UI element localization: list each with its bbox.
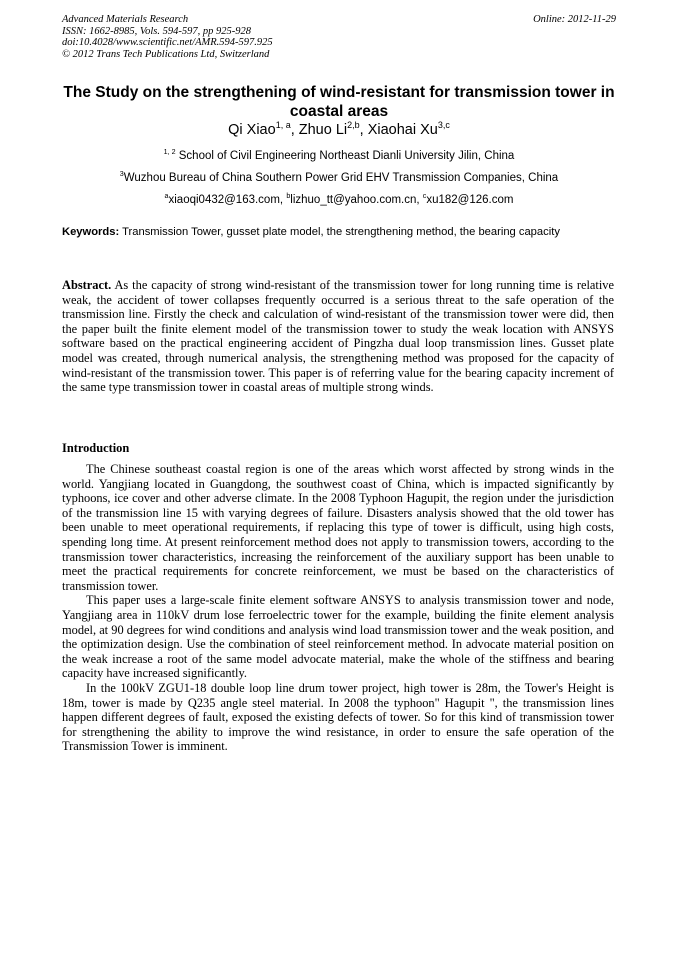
author-list [0,121,678,139]
keywords-text: Transmission Tower, gusset plate model, the strengthening method, the bearing capacity [119,226,560,238]
doi-line: doi:10.4028/www.scientific.net/AMR.594-597.925 [62,37,273,48]
introduction-paragraph: The Chinese southeast coastal region is one of the areas which worst affected by strong winds in the world. Yangjiang located in Guangdong, the southwest coast of China, which is impacted significantly by typhoons, ice cover and other adverse climate. In the 2008 Typhoon Hagupit, the region under the jurisdiction of the transmission line 15 with varying degrees of failure. Disasters analysis showed that the old tower has been unable to meet operational requirements, if replacing this type of tower is difficult, using high costs, spending long time. At present reinforcement method does not apply to transmission towers, according to the transmission tower characteristics, increasing the reinforcement of the auxiliary support has been unable to meet the practical requirements for concrete reinforcement, we must be based on the characteristics of transmission tower. [62,462,614,593]
author-superscript: 1, a [275,120,291,131]
author-name: Zhuo Li [298,122,348,138]
issn-line: ISSN: 1662-8985, Vols. 594-597, pp 925-928 [62,25,251,37]
introduction-heading: Introduction [62,441,130,455]
affiliation-1 [0,149,678,163]
email-text: lizhuo_tt@yahoo.com.cn, [290,194,423,206]
email-text: xiaoqi0432@163.com, [168,194,287,206]
affiliation-text: School of Civil Engineering Northeast Dianli University Jilin, China [175,150,515,162]
affiliation-superscript: 1, 2 [163,148,176,157]
abstract-text: As the capacity of strong wind-resistant of the transmission tower for long running time is relative weak, the accident of tower collapses frequently occurred is a serious threat to the safe operation of the transmission line. Firstly the check and calculation of wind-resistant of the transmission tower were did, then the paper built the finite element model of the transmission tower to study the weak location with ANSYS software based on the practical engineering accident of Pingzha dual loop transmission lines. Gusset plate model was created, through numerical analysis, the strengthening method was proposed for the capacity of wind-resistant of the transmission tower. This paper is of referring value for the bearing capacity increment of the same type transmission tower in coastal areas of multiple strong winds. [62,278,614,395]
online-date: Online: 2012-11-29 [533,14,616,25]
email-superscript: a [164,192,169,201]
keywords-label: Keywords: [62,226,120,238]
introduction-body [62,462,614,754]
author-name: Xiaohai Xu [367,122,438,138]
email-line [0,193,678,207]
author-superscript: 3,c [437,120,450,131]
abstract-label: Abstract. [62,278,112,292]
introduction-paragraph: In the 100kV ZGU1-18 double loop line drum tower project, high tower is 28m, the Tower's Height is 18m, tower is made by Q235 angle steel material. In 2008 the typhoon" Hagupit ", the transmission lines happen different degrees of fault, exposed the existing defects of tower. So for this kind of transmission tower for strengthening the ability to improve the wind resistance, in order to ensure the safe operation of the Transmission Tower is imminent. [62,680,614,754]
affiliation-text: Wuzhou Bureau of China Southern Power Grid EHV Transmission Companies, China [123,172,559,184]
keywords-block [62,226,614,239]
author-separator: , [290,122,299,138]
paper-title: The Study on the strengthening of wind-resistant for transmission tower in coastal areas [63,84,615,120]
introduction-paragraph: This paper uses a large-scale finite element software ANSYS to analysis transmission tower and node, Yangjiang area in 110kV drum lose ferroelectric tower for the example, building the finite element analysis model, at 90 degrees for wind conditions and analysis wind load transmission tower and the weak position, and the optimization design. Use the combination of steel reinforcement method. In advocate material position on the weak increase a root of the same model advocate material, make the whole of the stiffness and bearing capacity have increased significantly. [62,593,614,681]
abstract-block [62,278,614,395]
author-separator: , [359,122,368,138]
author-superscript: 2,b [347,120,360,131]
journal-name: Advanced Materials Research [62,14,189,25]
copyright-line: © 2012 Trans Tech Publications Ltd, Switzerland [62,48,270,60]
email-superscript: b [286,192,291,201]
author-name: Qi Xiao [228,122,276,138]
affiliation-superscript: 3 [119,170,124,179]
affiliation-2 [0,171,678,185]
email-superscript: c [422,192,427,201]
journal-header [62,14,616,60]
email-text: xu182@126.com [426,194,514,206]
